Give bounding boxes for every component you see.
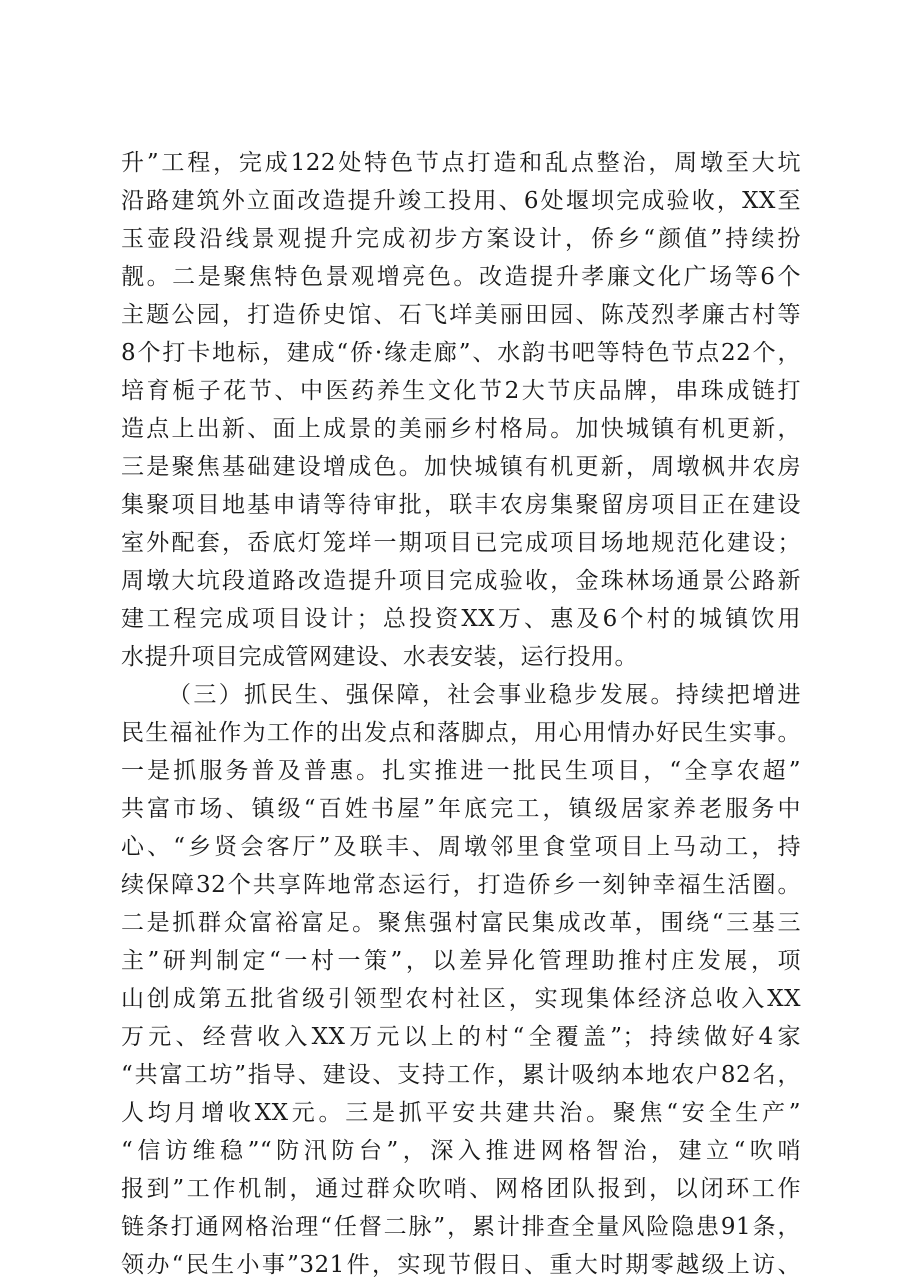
text-line: 领办“民生小事”321件，实现节假日、重大时期零越级上访、	[121, 1252, 801, 1278]
text-line: “信访维稳”“防汛防台”，深入推进网格智治，建立“吹哨	[121, 1138, 801, 1164]
text-line: “共富工坊”指导、建设、支持工作，累计吸纳本地农户82名，	[121, 1062, 801, 1088]
text-line: 民生福祉作为工作的出发点和落脚点，用心用情办好民生实事。	[121, 720, 801, 746]
text-line: 报到”工作机制，通过群众吹哨、网格团队报到，以闭环工作	[121, 1176, 801, 1202]
text-line: 造点上出新、面上成景的美丽乡村格局。加快城镇有机更新，	[121, 416, 801, 442]
text-line: 沿路建筑外立面改造提升竣工投用、6处堰坝完成验收，XX至	[121, 188, 801, 214]
text-line: 建工程完成项目设计；总投资XX万、惠及6个村的城镇饮用	[121, 606, 801, 632]
text-line: 三是聚焦基础建设增成色。加快城镇有机更新，周墩枫井农房	[121, 454, 801, 480]
text-line: 升”工程，完成122处特色节点打造和乱点整治，周墩至大坑	[121, 150, 801, 176]
text-line: 室外配套，岙底灯笼垟一期项目已完成项目场地规范化建设；	[121, 530, 801, 556]
text-line: 玉壶段沿线景观提升完成初步方案设计，侨乡“颜值”持续扮	[121, 226, 801, 252]
text-line: 集聚项目地基申请等待审批，联丰农房集聚留房项目正在建设	[121, 492, 801, 518]
text-line: 人均月增收XX元。三是抓平安共建共治。聚焦“安全生产”	[121, 1100, 801, 1126]
text-line: 共富市场、镇级“百姓书屋”年底完工，镇级居家养老服务中	[121, 796, 801, 822]
text-line: 8个打卡地标，建成“侨·缘走廊”、水韵书吧等特色节点22个，	[121, 340, 801, 366]
text-line: 一是抓服务普及普惠。扎实推进一批民生项目，“全享农超”	[121, 758, 801, 784]
text-line: 山创成第五批省级引领型农村社区，实现集体经济总收入XX	[121, 986, 801, 1012]
text-line: 周墩大坑段道路改造提升项目完成验收，金珠林场通景公路新	[121, 568, 801, 594]
text-line: 续保障32个共享阵地常态运行，打造侨乡一刻钟幸福生活圈。	[121, 872, 801, 898]
text-line: 链条打通网格治理“任督二脉”，累计排查全量风险隐患91条，	[121, 1214, 801, 1240]
text-line: 靓。二是聚焦特色景观增亮色。改造提升孝廉文化广场等6个	[121, 264, 801, 290]
text-line: 二是抓群众富裕富足。聚焦强村富民集成改革，围绕“三基三	[121, 910, 801, 936]
text-line: 心、“乡贤会客厅”及联丰、周墩邻里食堂项目上马动工，持	[121, 834, 801, 860]
text-line: 培育栀子花节、中医药养生文化节2大节庆品牌，串珠成链打	[121, 378, 801, 404]
text-line: 主题公园，打造侨史馆、石飞垟美丽田园、陈茂烈孝廉古村等	[121, 302, 801, 328]
section-heading-line: （三）抓民生、强保障，社会事业稳步发展。持续把增进	[168, 682, 801, 708]
text-line: 万元、经营收入XX万元以上的村“全覆盖”；持续做好4家	[121, 1024, 801, 1050]
text-line: 主”研判制定“一村一策”，以差异化管理助推村庄发展，项	[121, 948, 801, 974]
text-line: 水提升项目完成管网建设、水表安装，运行投用。	[121, 644, 638, 670]
